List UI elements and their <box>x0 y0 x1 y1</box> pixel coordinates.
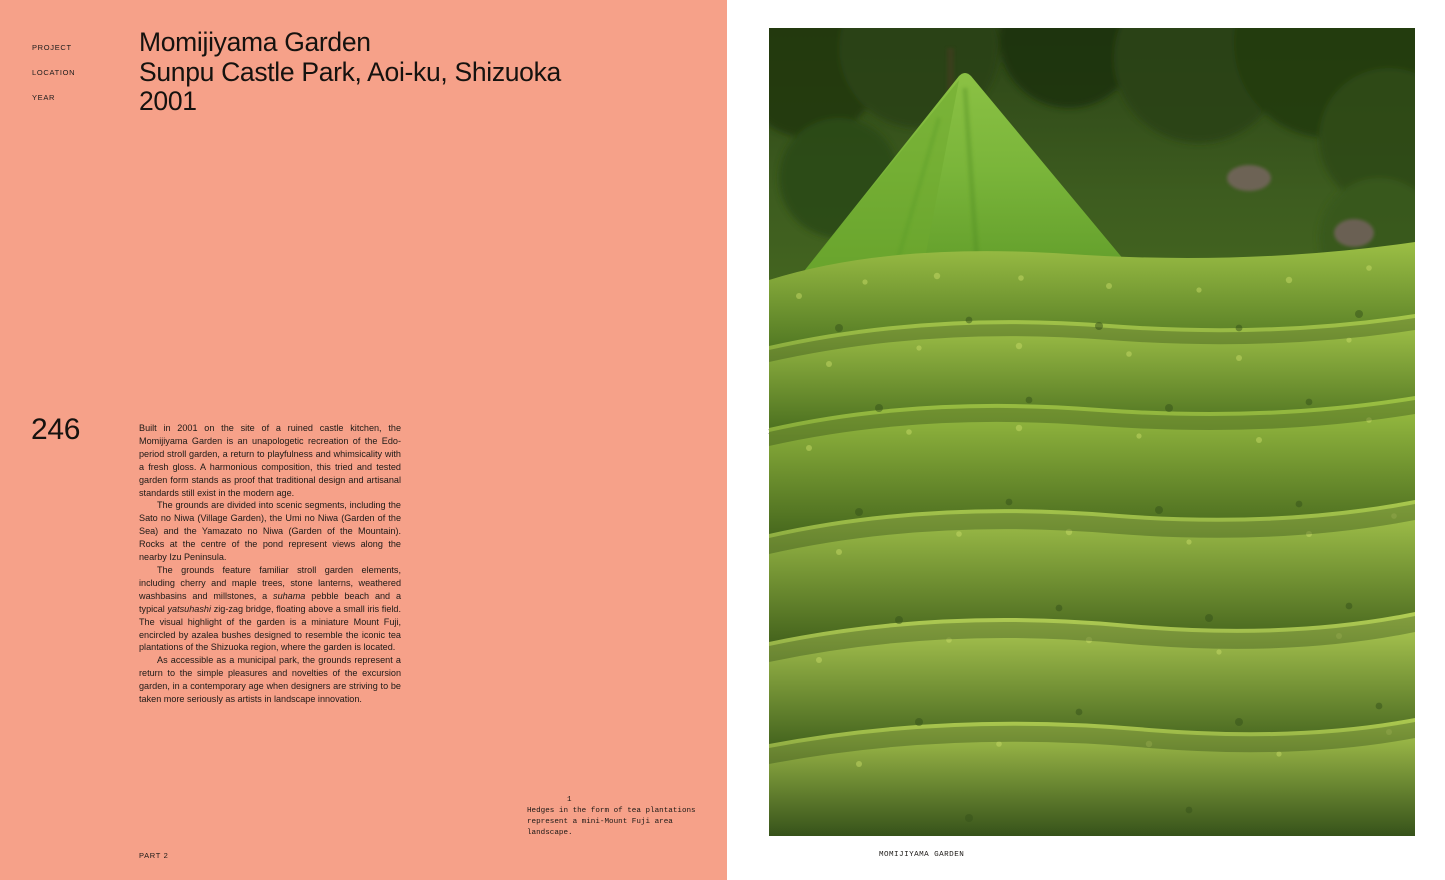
title-project: Momijiyama Garden <box>139 27 371 57</box>
garden-photograph <box>769 28 1415 836</box>
title-location: Sunpu Castle Park, Aoi-ku, Shizuoka <box>139 56 561 87</box>
body-paragraph-2: The grounds are divided into scenic segments, including the Sato no Niwa (Village Garden), the Umi no Niwa (Garden of the Sea) and the Yamazato no Niwa (Garden of the Mountain). Rocks at the centre of the pond represent views along the nearby Izu Peninsula. <box>139 500 401 563</box>
meta-label-year: YEAR <box>32 93 56 102</box>
body-text <box>139 422 401 706</box>
figure-caption-text: Hedges in the form of tea plantations represent a mini-Mount Fuji area landscape. <box>527 807 696 837</box>
figure-caption <box>527 795 697 839</box>
folio-number: 246 <box>31 413 81 446</box>
title-year: 2001 <box>139 86 197 117</box>
body-paragraph-4: As accessible as a municipal park, the grounds represent a return to the simple pleasures and novelties of the excursion garden, in a contemporary age when designers are striving to be taken more seriously as artists in landscape innovation. <box>139 655 401 705</box>
meta-label-location: LOCATION <box>32 68 76 77</box>
right-page <box>727 0 1445 880</box>
figure-caption-number: 1 <box>567 796 572 804</box>
running-footer: MOMIJIYAMA GARDEN <box>879 851 965 859</box>
meta-label-list <box>32 44 122 119</box>
garden-photograph-illustration <box>769 28 1415 836</box>
part-label: PART 2 <box>139 851 169 860</box>
page-title <box>139 28 659 117</box>
meta-label-project: PROJECT <box>32 43 72 52</box>
body-paragraph-3: The grounds feature familiar stroll garden elements, including cherry and maple trees, stone lanterns, weathered washbasins and millstones, a suhama pebble beach and a typical yatsuhashi zig-zag bridge, floating above a small iris field. The visual highlight of the garden is a miniature Mount Fuji, encircled by azalea bushes designed to resemble the iconic tea plantations of the Shizuoka region, where the garden is located. <box>139 564 401 653</box>
body-paragraph-1: Built in 2001 on the site of a ruined castle kitchen, the Momijiyama Garden is an unapologetic recreation of the Edo-period stroll garden, a return to playfulness and whimsicality with a fresh gloss. A harmonious composition, this tried and tested garden form stands as proof that traditional design and artisanal standards still exist in the modern age. <box>139 423 401 498</box>
